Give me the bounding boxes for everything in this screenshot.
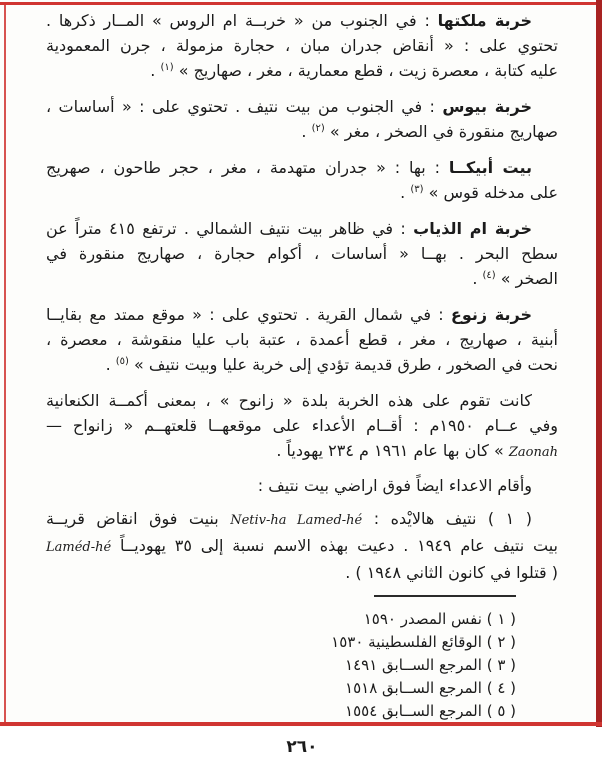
line-text: كانت تقوم على هذه الخربة بلدة « زانوح » ، بمعنى أكمــة الكنعانية: [46, 391, 532, 410]
paragraph-khirbet-zanua: [46, 302, 558, 380]
line-text: عليه كتابة ، معصرة زيت ، قطع معمارية ، مغر ، صهاريج »: [173, 61, 558, 80]
text-line: [46, 155, 558, 180]
scan-border-left: [4, 2, 6, 725]
text-line: [46, 33, 558, 58]
page-content: [10, 0, 592, 757]
scan-border-right: [596, 0, 602, 727]
text-line: [46, 119, 558, 147]
paragraph-khirbet-bayyus: [46, 94, 558, 147]
text-line: [46, 352, 558, 380]
line-text: تحتوي على : « أنقاض جدران مبان ، حجارة مزمولة ، جرن المعمودية: [46, 36, 558, 55]
line-text: ( قتلوا في كانون الثاني ١٩٤٨ ) .: [345, 563, 558, 582]
latin-term: Netiv-ha Lamed-hé: [230, 513, 363, 528]
section-heading: خربة بيوس: [442, 97, 532, 116]
line-text: على مدخله قوس »: [423, 183, 558, 202]
text-line: [46, 327, 558, 352]
latin-term: Zaonah: [508, 445, 558, 460]
footnote-item: ( ١ ) نفس المصدر ١٥٩٠: [363, 610, 516, 628]
line-text: بنيت فوق انقاض قريــة: [46, 509, 231, 528]
text-line: [46, 473, 558, 498]
text-line: [46, 8, 558, 33]
line-text: وأقام الاعداء ايضاً فوق اراضي بيت نتيف :: [257, 476, 532, 495]
line-text: : بها : « جدران متهدمة ، مغر ، حجر طاحون ، صهريج: [46, 158, 449, 177]
paragraph-khirbet-umm-dhiyab: [46, 216, 558, 294]
paragraph-enemies-built: [46, 473, 558, 498]
text-line: [46, 94, 558, 119]
footnote-item: ( ٢ ) الوقائع الفلسطينية ١٥٣٠: [331, 633, 516, 651]
text-line: [46, 58, 558, 86]
line-text: : في الجنوب من « خربــة ام الروس » المــار ذكرها .: [46, 11, 438, 30]
section-heading: خربة ملكتها: [437, 11, 533, 30]
text-line: [46, 216, 558, 241]
line-text: : في ظاهر بيت نتيف الشمالي . ترتفع ٤١٥ متراً عن: [46, 219, 414, 238]
text-line: [46, 388, 558, 413]
text-line: [46, 413, 558, 438]
section-heading: بيت أبيكــا: [448, 158, 532, 177]
footnote-ref: (٢): [311, 123, 325, 134]
line-text: .: [472, 269, 483, 288]
latin-term: Laméd-hé: [46, 540, 112, 555]
line-text: صهاريج منقورة في الصخر ، مغر »: [324, 122, 558, 141]
line-text: بيت نتيف عام ١٩٤٩ . دعيت بهذه الاسم نسبة إلى ٣٥ يهوديــاً: [111, 536, 559, 555]
line-text: » كان بها عام ١٩٦١ م ٢٣٤ يهودياً .: [276, 441, 509, 460]
line-text: .: [301, 122, 312, 141]
line-text: ( ١ ) نتيف هالايْده :: [362, 509, 532, 528]
line-text: .: [400, 183, 411, 202]
paragraph-zanoah-history: [46, 388, 558, 465]
line-text: .: [105, 355, 116, 374]
line-text: : في شمال القرية . تحتوي على : « موقع ممتد مع بقايــا: [46, 305, 451, 324]
line-text: أبنية ، صهاريج ، مغر ، قطع أعمدة ، عتبة باب عليا منقوشة ، معصرة ،: [46, 330, 558, 349]
footnote-ref: (١): [160, 62, 174, 73]
text-line: [46, 180, 558, 208]
text-line: [46, 302, 558, 327]
line-text: : في الجنوب من بيت نتيف . تحتوي على : « أساسات ،: [46, 97, 443, 116]
line-text: الصخر »: [495, 269, 558, 288]
paragraph-netiv-ha-lamed-he: [46, 506, 558, 585]
text-line: [46, 533, 558, 560]
line-text: .: [150, 61, 161, 80]
footnote-ref: (٣): [410, 184, 424, 195]
footnote-ref: (٥): [115, 356, 129, 367]
page-number: ٢٦٠: [286, 737, 318, 757]
text-line: [46, 241, 558, 266]
text-line: [46, 266, 558, 294]
footnote-item: ( ٣ ) المرجع الســابق ١٤٩١: [345, 656, 516, 674]
paragraph-beit-abika: [46, 155, 558, 208]
text-line: [46, 438, 558, 465]
line-text: سطح البحر . بهــا « أساسات ، أكوام حجارة ، صهاريج منقورة في: [46, 244, 558, 263]
section-heading: خربة زنوع: [450, 305, 532, 324]
footnotes-block: [88, 608, 516, 723]
line-text: وفي عــام ١٩٥٠م : أقــام الأعداء على موقعهــا قلعتهــم « زانواح —: [46, 416, 558, 435]
paragraph-khirbet-malkatha: [46, 8, 558, 86]
footnote-item: ( ٤ ) المرجع الســابق ١٥١٨: [345, 679, 516, 697]
line-text: نحت في الصخور ، طرق قديمة تؤدي إلى خربة عليا وبيت نتيف »: [128, 355, 558, 374]
footnote-item: ( ٥ ) المرجع الســابق ١٥٥٤: [345, 702, 516, 720]
text-line: [46, 560, 558, 585]
section-heading: خربة ام الذياب: [413, 219, 533, 238]
footnote-ref: (٤): [482, 270, 496, 281]
footnotes-divider: [374, 595, 516, 597]
text-line: [46, 506, 558, 533]
